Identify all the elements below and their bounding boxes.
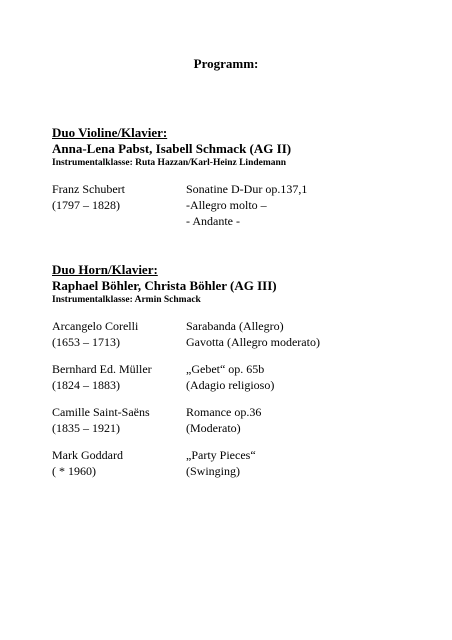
work-column [186, 404, 426, 436]
composer-column [52, 361, 186, 393]
program-piece [52, 181, 432, 229]
composer-column [52, 404, 186, 436]
program-piece [52, 404, 432, 436]
section-duo-violine-klavier [52, 125, 432, 229]
performers: Raphael Böhler, Christa Böhler (AG III) [52, 278, 277, 293]
work-movement: (Moderato) [186, 421, 241, 435]
composer-name: Arcangelo Corelli [52, 319, 139, 333]
program-piece [52, 318, 432, 350]
work-column [186, 181, 426, 229]
instrument-class: Instrumentalklasse: Ruta Hazzan/Karl-Heinz Lindemann [52, 158, 287, 168]
work-title: Sonatine D-Dur op.137,1 [186, 182, 308, 196]
work-movement: (Adagio religioso) [186, 378, 275, 392]
work-movement: -Allegro molto – [186, 198, 267, 212]
work-column [186, 447, 426, 479]
composer-dates: ( * 1960) [52, 464, 96, 478]
work-movement: Gavotta (Allegro moderato) [186, 335, 320, 349]
instrument-class: Instrumentalklasse: Armin Schmack [52, 295, 201, 305]
composer-name: Mark Goddard [52, 448, 123, 462]
composer-dates: (1824 – 1883) [52, 378, 120, 392]
work-column [186, 361, 426, 393]
work-movement: - Andante - [186, 214, 240, 228]
section-duo-horn-klavier [52, 262, 432, 479]
work-title: Romance op.36 [186, 405, 262, 419]
page-title: Programm: [193, 56, 259, 71]
work-title: „Gebet“ op. 65b [186, 362, 265, 376]
program-piece [52, 361, 432, 393]
composer-column [52, 447, 186, 479]
composer-column [52, 318, 186, 350]
work-movement: (Swinging) [186, 464, 240, 478]
work-title: „Party Pieces“ [186, 448, 256, 462]
composer-name: Camille Saint-Saëns [52, 405, 150, 419]
work-title: Sarabanda (Allegro) [186, 319, 284, 333]
composer-dates: (1797 – 1828) [52, 198, 120, 212]
performers: Anna-Lena Pabst, Isabell Schmack (AG II) [52, 141, 292, 156]
section-heading: Duo Violine/Klavier: [52, 125, 168, 140]
section-heading: Duo Horn/Klavier: [52, 262, 158, 277]
composer-dates: (1653 – 1713) [52, 335, 120, 349]
composer-name: Bernhard Ed. Müller [52, 362, 152, 376]
composer-dates: (1835 – 1921) [52, 421, 120, 435]
composer-name: Franz Schubert [52, 182, 125, 196]
composer-column [52, 181, 186, 213]
program-piece [52, 447, 432, 479]
work-column [186, 318, 426, 350]
